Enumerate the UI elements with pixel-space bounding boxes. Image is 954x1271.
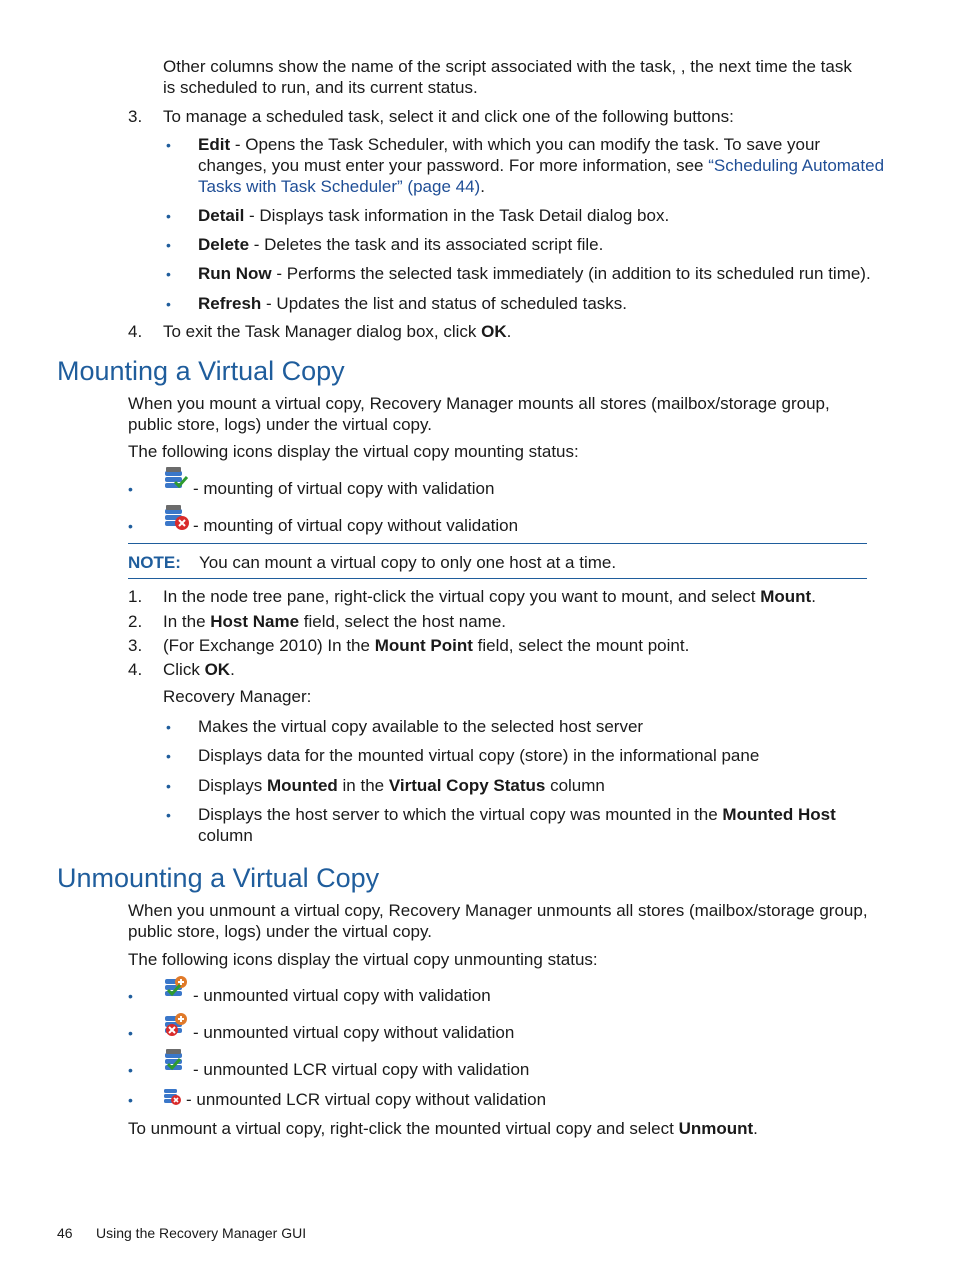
paragraph-line: public store, logs) under the virtual copy. xyxy=(128,415,432,434)
step-text-pre: In the node tree pane, right-click the virtual copy you want to mount, and select xyxy=(163,587,761,606)
icon-caption: - unmounted LCR virtual copy without validation xyxy=(186,1090,547,1109)
paragraph-line: public store, logs) under the virtual copy. xyxy=(128,922,432,941)
bullet: • xyxy=(166,778,171,794)
bullet-detail xyxy=(198,205,669,226)
result-item xyxy=(198,775,605,796)
bullet: • xyxy=(128,1062,133,1078)
paragraph-line: When you unmount a virtual copy, Recovery Manager unmounts all stores (mailbox/storage group, xyxy=(128,901,868,920)
bullet-refresh xyxy=(198,293,627,314)
bullet: • xyxy=(166,208,171,224)
term: Refresh xyxy=(198,294,262,313)
step-text-pre: Click xyxy=(163,660,205,679)
term: Edit xyxy=(198,135,231,154)
final-post: . xyxy=(753,1119,758,1138)
bullet: • xyxy=(166,266,171,282)
step-number: 3. xyxy=(128,107,143,126)
bullet: • xyxy=(128,1025,133,1041)
desc: - Opens the Task Scheduler, with which you can modify the task. To save your xyxy=(230,135,821,154)
step-number: 4. xyxy=(128,660,143,679)
step-number: 1. xyxy=(128,587,143,606)
page-number: 46 xyxy=(57,1225,73,1241)
note-bottom-rule xyxy=(128,578,867,579)
result-bold: Mounted xyxy=(266,776,338,795)
step-text xyxy=(163,586,816,607)
step-text-post: . xyxy=(811,587,816,606)
result-pre: Displays the host server to which the virtual copy was mounted in the xyxy=(198,805,723,824)
paragraph-line: When you mount a virtual copy, Recovery Manager mounts all stores (mailbox/storage group, xyxy=(128,394,830,413)
scheduling-link-cont[interactable]: Tasks with Task Scheduler” (page 44) xyxy=(198,177,481,196)
bullet-edit-line2 xyxy=(198,155,884,176)
intro-line-2: is scheduled to run, and its current status. xyxy=(163,78,478,97)
desc: - Updates the list and status of scheduled tasks. xyxy=(261,294,628,313)
step-text xyxy=(163,659,235,680)
result-mid: in the xyxy=(337,776,389,795)
result-label: Recovery Manager: xyxy=(163,687,312,706)
step-text-bold: Mount Point xyxy=(374,636,473,655)
result-post: column xyxy=(545,776,605,795)
result-bold: Virtual Copy Status xyxy=(388,776,546,795)
step-number: 3. xyxy=(128,636,143,655)
step-number: 2. xyxy=(128,612,143,631)
step-text xyxy=(163,321,511,342)
bullet: • xyxy=(128,518,133,534)
bullet: • xyxy=(166,719,171,735)
paragraph: The following icons display the virtual copy unmounting status: xyxy=(128,950,598,969)
desc: - Performs the selected task immediately (in addition to its scheduled run time). xyxy=(271,264,871,283)
bullet: • xyxy=(166,237,171,253)
result-item: Makes the virtual copy available to the selected host server xyxy=(198,717,644,736)
intro-line-1: Other columns show the name of the script associated with the task, , the next time the task xyxy=(163,57,852,76)
step-text-post: . xyxy=(230,660,235,679)
section-heading-mounting: Mounting a Virtual Copy xyxy=(57,356,345,386)
bullet: • xyxy=(128,1092,133,1108)
step-text-post: field, select the host name. xyxy=(299,612,507,631)
result-item-cont: column xyxy=(198,826,253,845)
result-item: Displays data for the mounted virtual copy (store) in the informational pane xyxy=(198,746,760,765)
step-text xyxy=(163,635,689,656)
result-pre: Displays xyxy=(198,776,267,795)
step-text-pre: (For Exchange 2010) In the xyxy=(163,636,375,655)
unmounted-lcr-without-validation-icon xyxy=(162,1087,184,1107)
note-text: You can mount a virtual copy to only one host at a time. xyxy=(199,553,617,572)
final-pre: To unmount a virtual copy, right-click the mounted virtual copy and select xyxy=(128,1119,679,1138)
note-label-text: NOTE: xyxy=(128,553,181,572)
unmounted-with-validation-icon xyxy=(162,975,190,1001)
term: Detail xyxy=(198,206,245,225)
unmounted-without-validation-icon xyxy=(162,1012,190,1038)
icon-caption: - mounting of virtual copy with validation xyxy=(193,479,495,498)
step-text xyxy=(163,611,506,632)
step-text-post: . xyxy=(506,322,512,341)
step-text-pre: In the xyxy=(163,612,211,631)
footer-section: Using the Recovery Manager GUI xyxy=(96,1225,307,1241)
bullet: • xyxy=(166,807,171,823)
step-number: 4. xyxy=(128,322,143,341)
final-paragraph xyxy=(128,1118,758,1139)
unmounted-lcr-with-validation-icon xyxy=(162,1049,190,1075)
icon-caption: - unmounted virtual copy without validation xyxy=(193,1023,515,1042)
desc: . xyxy=(480,177,485,196)
bullet-run-now xyxy=(198,263,871,284)
paragraph: The following icons display the virtual copy mounting status: xyxy=(128,442,579,461)
icon-caption: - mounting of virtual copy without validation xyxy=(193,516,519,535)
bullet-delete xyxy=(198,234,603,255)
desc: changes, you must enter your password. For more information, see xyxy=(198,156,709,175)
step-text-bold: Mount xyxy=(760,587,812,606)
step-text-bold: OK xyxy=(204,660,231,679)
term: Delete xyxy=(198,235,250,254)
bullet-edit-line3 xyxy=(198,176,485,197)
step-text: To manage a scheduled task, select it and click one of the following buttons: xyxy=(163,107,734,126)
step-text-post: field, select the mount point. xyxy=(472,636,690,655)
term: Run Now xyxy=(198,264,272,283)
step-text-pre: To exit the Task Manager dialog box, click xyxy=(163,322,482,341)
desc: - Displays task information in the Task Detail dialog box. xyxy=(244,206,670,225)
result-item xyxy=(198,804,836,825)
bullet: • xyxy=(166,137,171,153)
desc: - Deletes the task and its associated script file. xyxy=(249,235,604,254)
bullet: • xyxy=(128,988,133,1004)
step-text-bold: Host Name xyxy=(210,612,300,631)
bullet-edit xyxy=(198,134,820,155)
scheduling-link[interactable]: “Scheduling Automated xyxy=(708,156,885,175)
note-top-rule xyxy=(128,543,867,544)
mounted-with-validation-icon xyxy=(162,467,190,493)
bullet: • xyxy=(166,748,171,764)
bullet: • xyxy=(166,296,171,312)
step-text-bold: OK xyxy=(481,322,507,341)
bullet: • xyxy=(128,481,133,497)
section-heading-unmounting: Unmounting a Virtual Copy xyxy=(57,863,380,893)
mounted-without-validation-icon xyxy=(162,505,190,531)
icon-caption: - unmounted LCR virtual copy with validation xyxy=(193,1060,530,1079)
note-label xyxy=(128,552,181,573)
result-bold: Mounted Host xyxy=(722,805,836,824)
icon-caption: - unmounted virtual copy with validation xyxy=(193,986,491,1005)
final-bold: Unmount xyxy=(678,1119,754,1138)
